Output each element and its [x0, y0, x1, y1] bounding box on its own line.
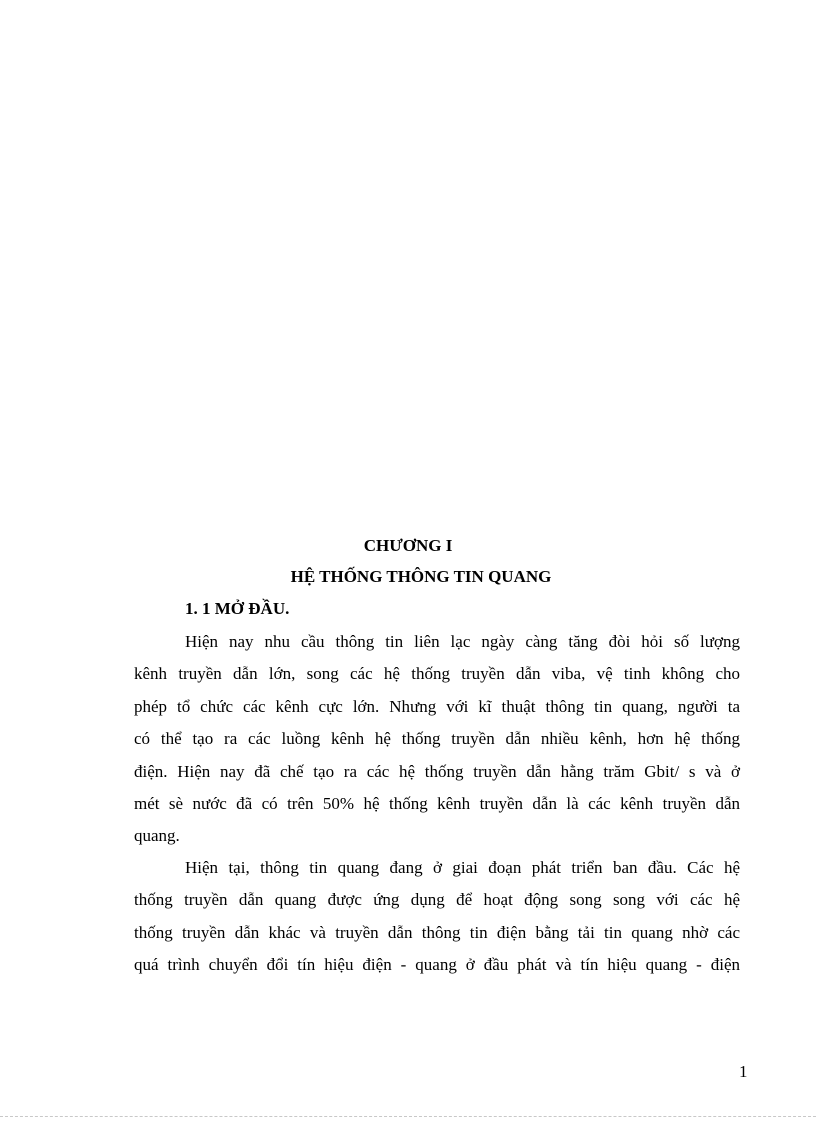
paragraph-line: quang.: [134, 826, 180, 846]
paragraph-line: kênh truyền dẫn lớn, song các hệ thống truyền dẫn viba, vệ tinh không cho: [134, 664, 740, 684]
paragraph-line: điện. Hiện nay đã chế tạo ra các hệ thống truyền dẫn hằng trăm Gbit/ s và ở: [134, 761, 740, 781]
paragraph-line: Hiện nay nhu cầu thông tin liên lạc ngày càng tăng đòi hỏi số lượng: [185, 632, 740, 651]
paragraph-1: [134, 626, 740, 853]
paragraph-line: thống truyền dẫn khác và truyền dẫn thông tin điện bằng tải tin quang nhờ các: [134, 922, 740, 942]
section-heading: 1. 1 MỞ ĐẦU.: [185, 599, 290, 618]
page-bottom-divider: [0, 1116, 816, 1117]
chapter-title: CHƯƠNG I: [363, 536, 453, 555]
chapter-subtitle: HỆ THỐNG THÔNG TIN QUANG: [290, 567, 552, 586]
paragraph-line: thống truyền dẫn quang được ứng dụng để hoạt động song song với các hệ: [134, 890, 740, 910]
page-number: 1: [739, 1062, 748, 1081]
paragraph-line: mét sè nước đã có trên 50% hệ thống kênh truyền dẫn là các kênh truyền dẫn: [134, 794, 740, 814]
paragraph-line: có thể tạo ra các luồng kênh hệ thống truyền dẫn nhiều kênh, hơn hệ thống: [134, 729, 740, 749]
paragraph-line: Hiện tại, thông tin quang đang ở giai đoạn phát triển ban đầu. Các hệ: [185, 858, 740, 877]
paragraph-line: quá trình chuyển đổi tín hiệu điện - quang ở đầu phát và tín hiệu quang - điện: [134, 955, 740, 975]
paragraph-2: [134, 852, 740, 982]
paragraph-line: phép tổ chức các kênh cực lớn. Nhưng với kĩ thuật thông tin quang, người ta: [134, 696, 740, 716]
